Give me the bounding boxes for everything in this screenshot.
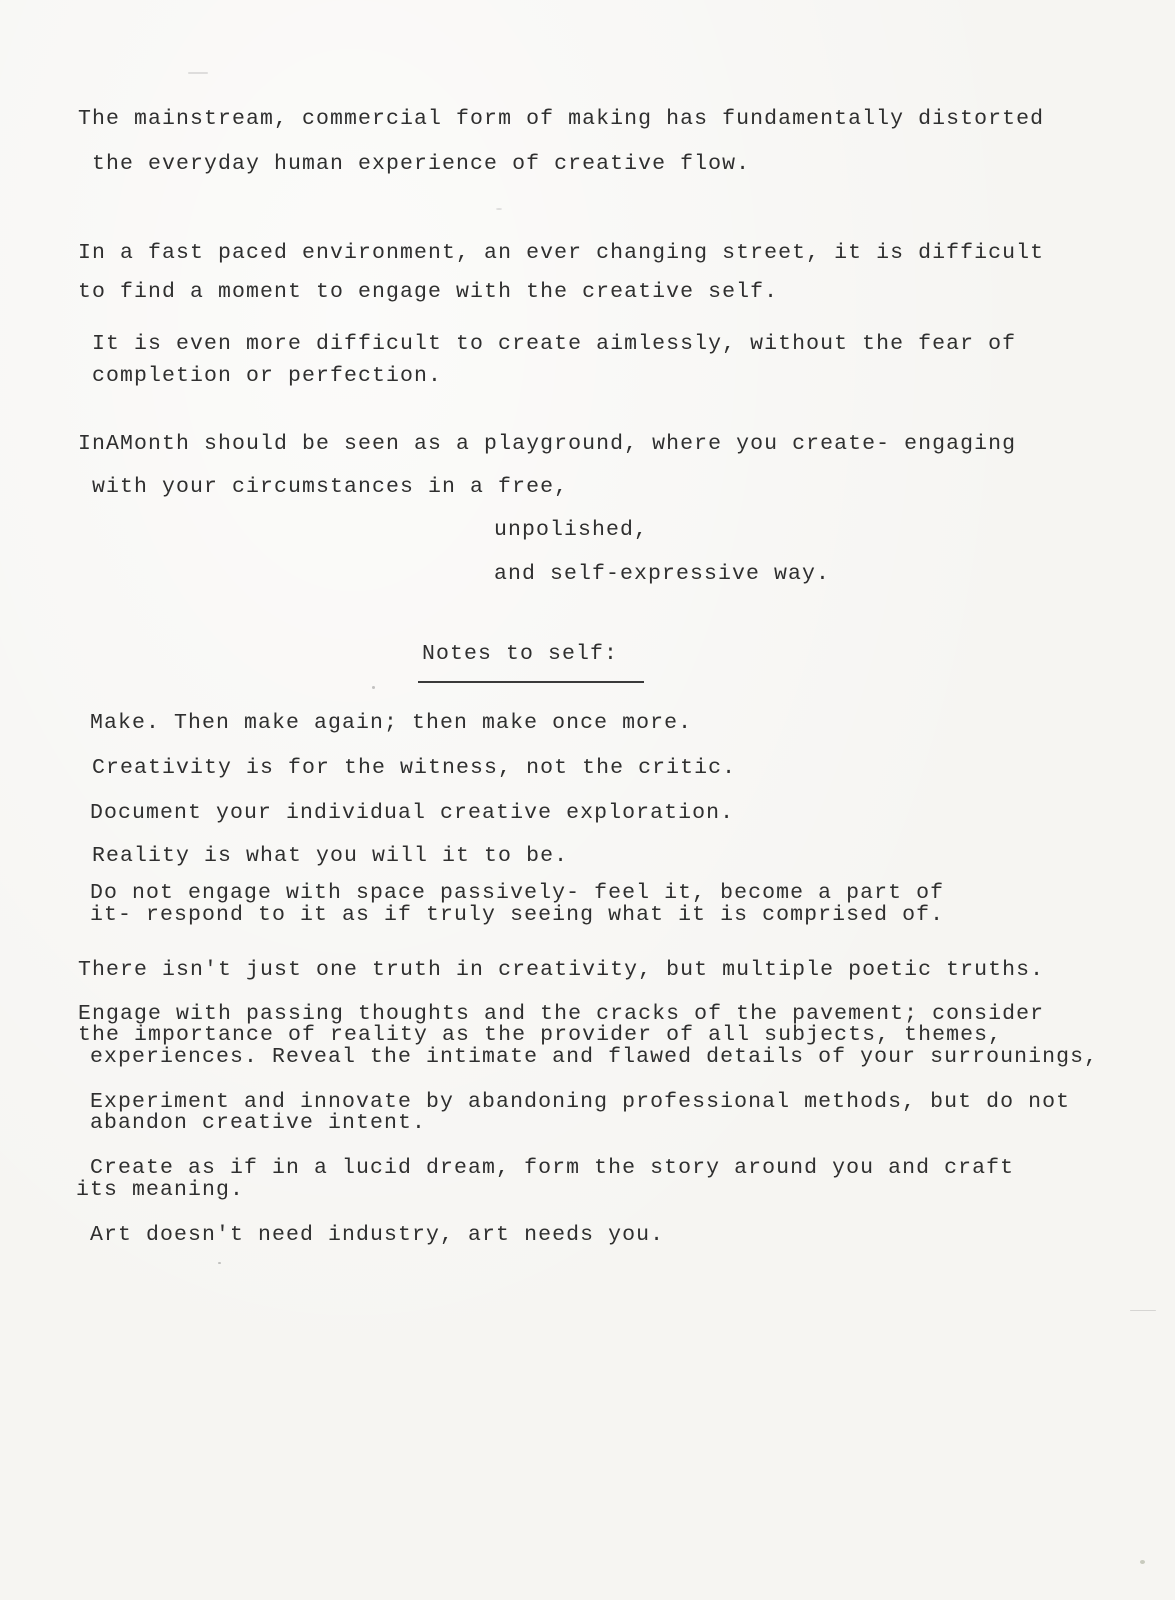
- paragraph-4-line-4: and self-expressive way.: [494, 562, 831, 586]
- note-5-line-2: it- respond to it as if truly seeing what it is comprised of.: [90, 903, 945, 927]
- paper-speck: [372, 686, 375, 689]
- note-8-line-2: abandon creative intent.: [90, 1111, 427, 1135]
- note-6: There isn't just one truth in creativity, but multiple poetic truths.: [78, 958, 1045, 982]
- note-2: Creativity is for the witness, not the critic.: [92, 756, 737, 780]
- note-7-line-3: experiences. Reveal the intimate and flawed details of your surrounings,: [90, 1045, 1099, 1069]
- paper-speck: [218, 1262, 221, 1264]
- notes-heading: Notes to self:: [422, 642, 619, 666]
- heading-underline: [418, 681, 644, 683]
- paragraph-3-line-2: completion or perfection.: [92, 364, 443, 388]
- paragraph-1-line-2: the everyday human experience of creative flow.: [92, 152, 751, 176]
- note-9-line-1: Create as if in a lucid dream, form the story around you and craft: [90, 1156, 1015, 1180]
- paragraph-3-line-1: It is even more difficult to create aimlessly, without the fear of: [92, 332, 1017, 356]
- note-4: Reality is what you will it to be.: [92, 844, 569, 868]
- paragraph-4-line-3: unpolished,: [494, 518, 649, 542]
- paragraph-2-line-2: to find a moment to engage with the creative self.: [78, 280, 779, 304]
- note-5-line-1: Do not engage with space passively- feel it, become a part of: [90, 881, 945, 905]
- note-3: Document your individual creative exploration.: [90, 801, 735, 825]
- paper-speck: [496, 208, 502, 210]
- note-9-line-2: its meaning.: [76, 1178, 245, 1202]
- paragraph-4-line-2: with your circumstances in a free,: [92, 475, 569, 499]
- paper-speck: [1140, 1560, 1145, 1564]
- paper-speck: [1130, 1310, 1156, 1311]
- note-7-line-2: the importance of reality as the provider of all subjects, themes,: [78, 1023, 1003, 1047]
- note-1: Make. Then make again; then make once more.: [90, 711, 693, 735]
- paragraph-1-line-1: The mainstream, commercial form of making has fundamentally distorted: [78, 107, 1045, 131]
- paragraph-2-line-1: In a fast paced environment, an ever changing street, it is difficult: [78, 241, 1045, 265]
- note-8-line-1: Experiment and innovate by abandoning professional methods, but do not: [90, 1090, 1071, 1114]
- paper-speck: [188, 72, 208, 74]
- paragraph-4-line-1: InAMonth should be seen as a playground, where you create- engaging: [78, 432, 1017, 456]
- note-10: Art doesn't need industry, art needs you.: [90, 1223, 665, 1247]
- note-7-line-1: Engage with passing thoughts and the cracks of the pavement; consider: [78, 1002, 1045, 1026]
